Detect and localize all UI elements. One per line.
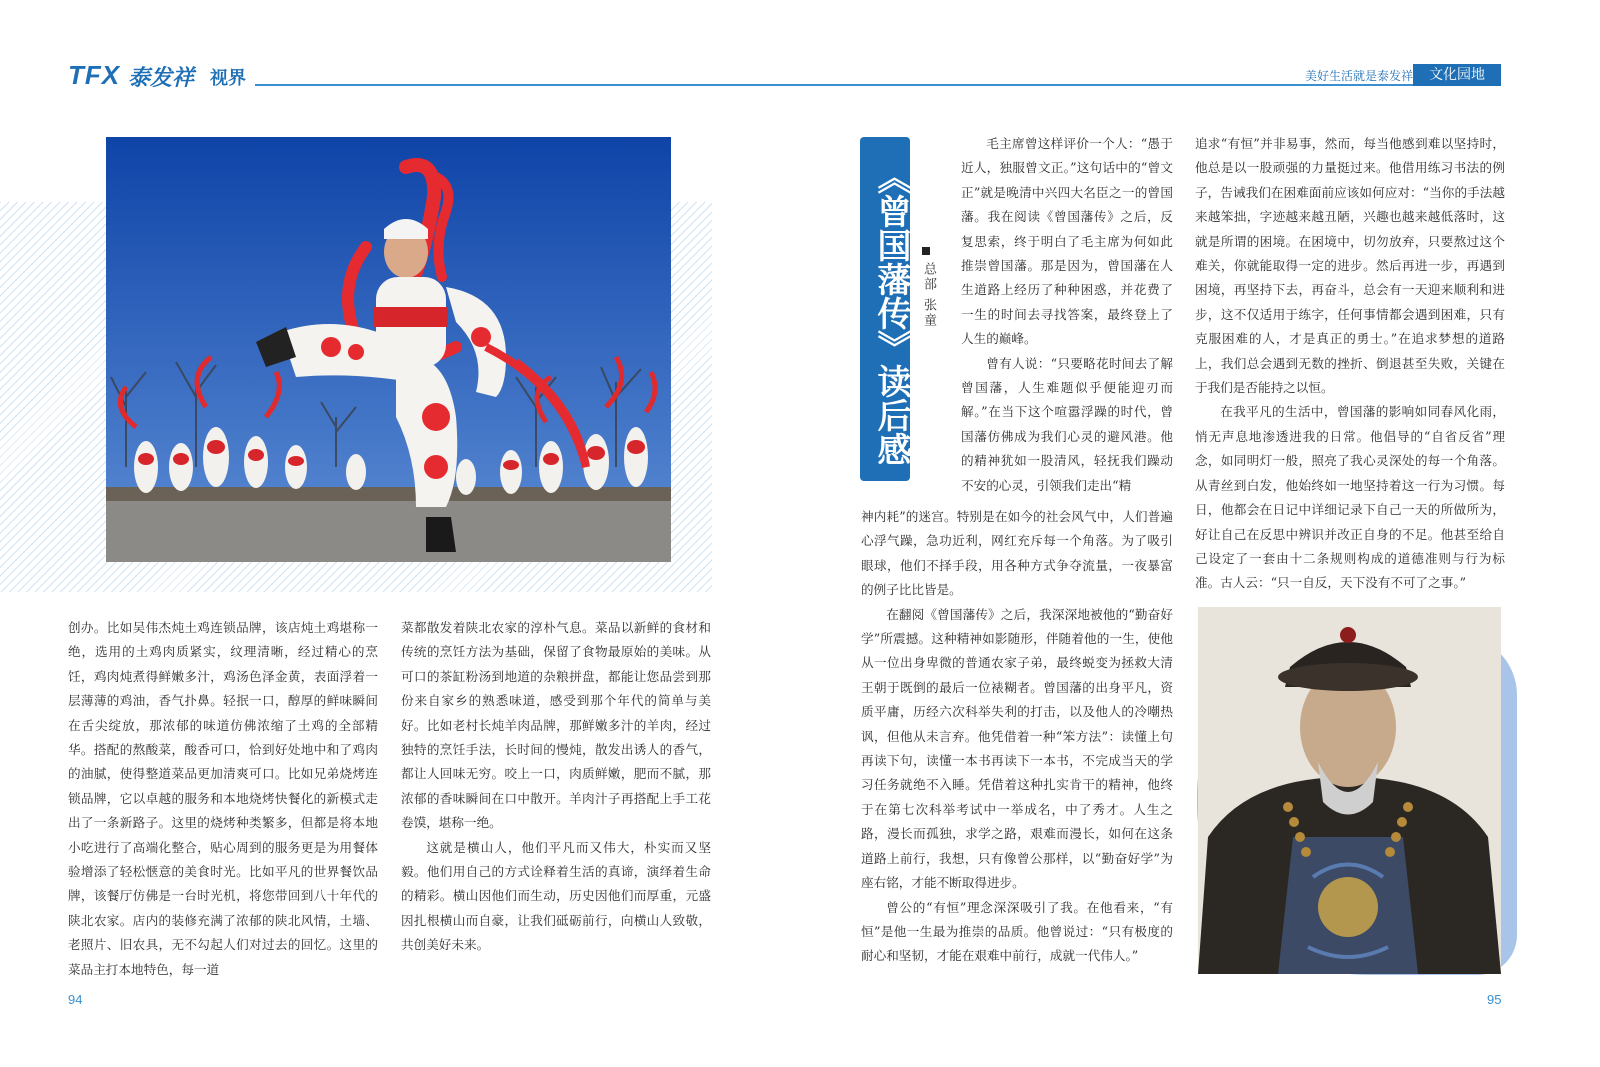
page-number-right: 95 bbox=[1487, 992, 1502, 1007]
paragraph: 毛主席曾这样评价一个人：“愚于近人，独服曾文正。”这句话中的“曾文正”就是晚清中兴四大名臣之一的曾国藩。我在阅读《曾国藩传》之后，反复思索，终于明白了毛主席为何如此推崇曾国藩。那是因为，曾国藩在人生道路上经历了种种困惑，并花费了一生的时间去寻找答案，最终登上了人生的巅峰。 bbox=[961, 136, 1173, 347]
article-column-1 bbox=[68, 616, 378, 982]
article-column-3 bbox=[961, 132, 1173, 498]
paragraph: 这就是横山人，他们平凡而又伟大，朴实而又坚毅。他们用自己的方式诠释着生活的真谛，演绎着生命的精彩。横山因他们而生动，历史因他们而厚重，元盛因扎根横山而自豪，让我们砥砺前行，向横山人致敬，共创美好未来。 bbox=[401, 839, 711, 953]
photo-folk-dancers bbox=[106, 137, 671, 562]
section-tag: 文化园地 bbox=[1413, 64, 1501, 86]
paragraph: 曾公的“有恒”理念深深吸引了我。在他看来，“有恒”是他一生最为推崇的品质。他曾说过：“只有极度的耐心和坚韧，才能在艰难中前行，成就一代伟人。” bbox=[861, 899, 1173, 964]
paragraph: 追求“有恒”并非易事，然而，每当他感到难以坚持时，他总是以一股顽强的力量挺过来。他借用练习书法的例子，告诫我们在困难面前应该如何应对：“当你的手法越来越笨拙，字迹越来越丑陋，兴趣也越来越低落时，这就是所谓的困境。在困境中，切勿放弃，只要熬过这个难关，你就能取得一定的进步。然后再进一步，再遇到困境，再坚持下去，再奋斗，总会有一天迎来顺利和进步，这不仅适用于练字，任何事情都会遇到困难，只有克服困难的人，才是真正的勇士。”在追求梦想的道路上，我们总会遇到无数的挫折、倒退甚至失败，关键在于我们是否能持之以恒。 bbox=[1195, 136, 1505, 396]
brand-logo-subtitle: 视界 bbox=[210, 68, 246, 89]
brand-logo-name: 泰发祥 bbox=[128, 66, 195, 91]
article-author: 总部 张童 bbox=[921, 262, 936, 329]
author-marker-icon bbox=[922, 247, 930, 255]
article-title: 《曾国藩传》读后感 bbox=[871, 159, 911, 466]
paragraph: 在我平凡的生活中，曾国藩的影响如同春风化雨，悄无声息地渗透进我的日常。他倡导的“自省反省”理念，如同明灯一般，照亮了我心灵深处的每一个角落。从青丝到白发，他始终如一地坚持着这一行为习惯。每日，他都会在日记中详细记录下自己一天的所做所为，好让自己在反思中辨识并改正自身的不足。他甚至给自己设定了一套由十二条规则构成的道德准则与行为标准。古人云：“只一自反，天下没有不可了之事。” bbox=[1195, 404, 1505, 591]
paragraph: 曾有人说：“只要略花时间去了解曾国藩，人生难题似乎便能迎刃而解。”在当下这个喧嚣浮躁的时代，曾国藩仿佛成为我们心灵的避风港。他的精神犹如一股清风，轻抚我们躁动不安的心灵，引领我们走出“精 bbox=[961, 355, 1173, 493]
article-column-2 bbox=[401, 616, 711, 958]
header-slogan: 美好生活就是泰发祥 bbox=[1305, 69, 1414, 83]
article-column-5 bbox=[1195, 132, 1505, 596]
brand-logo-tfx: TFX bbox=[68, 60, 121, 90]
portrait-zeng-guofan bbox=[1198, 607, 1501, 974]
portrait-illustration bbox=[1198, 607, 1501, 974]
paragraph: 菜都散发着陕北农家的淳朴气息。菜品以新鲜的食材和传统的烹饪方法为基础，保留了食物最原始的美味。从可口的茶缸粉汤到地道的杂粮拼盘，都能让您品尝到那份来自家乡的熟悉味道，感受到那个年代的简单与美好。比如老村长炖羊肉品牌，那鲜嫩多汁的羊肉，经过独特的烹饪手法，长时间的慢炖，散发出诱人的香气，都让人回味无穷。咬上一口，肉质鲜嫩，肥而不腻，那浓郁的香味瞬间在口中散开。羊肉汁子再搭配上手工花卷馍，堪称一绝。 bbox=[401, 620, 711, 831]
dancer-illustration bbox=[106, 137, 671, 562]
paragraph: 神内耗”的迷宫。特别是在如今的社会风气中，人们普遍心浮气躁，急功近利，网红充斥每一个角落。为了吸引眼球，他们不择手段，用各种方式争夺流量，一夜暴富的例子比比皆是。 bbox=[861, 509, 1173, 598]
page-number-left: 94 bbox=[68, 992, 83, 1007]
header-rule bbox=[255, 84, 1415, 86]
paragraph: 创办。比如吴伟杰炖土鸡连锁品牌，该店炖土鸡堪称一绝，选用的土鸡肉质紧实，纹理清晰，经过精心的烹饪，鸡肉炖煮得鲜嫩多汁，鸡汤色泽金黄，表面浮着一层薄薄的鸡油，香气扑鼻。轻抿一口，醇厚的鲜味瞬间在舌尖绽放，那浓郁的味道仿佛浓缩了土鸡的全部精华。搭配的熬酸菜，酸香可口，恰到好处地中和了鸡肉的油腻，使得整道菜品更加清爽可口。比如兄弟烧烤连锁品牌，它以卓越的服务和本地烧烤快餐化的新模式走出了一条新路子。这里的烧烤种类繁多，但都是将本地小吃进行了高端化整合，贴心周到的服务更是为用餐体验增添了轻松惬意的美食时光。比如平凡的世界餐饮品牌，该餐厅仿佛是一台时光机，将您带回到八十年代的陕北农家。店内的装修充满了浓郁的陕北风情，土墙、老照片、旧农具，无不勾起人们对过去的回忆。这里的菜品主打本地特色，每一道 bbox=[68, 620, 378, 977]
paragraph: 在翻阅《曾国藩传》之后，我深深地被他的“勤奋好学”所震撼。这种精神如影随形，伴随着他的一生，使他从一位出身卑微的普通农家子弟，最终蜕变为拯救大清王朝于既倒的最后一位裱糊者。曾国藩的出身平凡，资质平庸，历经六次科举失利的打击，以及他人的冷嘲热讽，但他从未言弃。他凭借着一种“笨方法”：读懂上句再读下句，读懂一本书再读下一本书，不完成当天的学习任务就绝不入睡。凭借着这种扎实肯干的精神，他终于在第七次科举考试中一举成名，中了秀才。人生之路，漫长而孤独，求学之路，艰难而漫长，如何在这条道路上前行，我想，只有像曾公那样，以“勤奋好学”为座右铭，才能不断取得进步。 bbox=[861, 606, 1173, 891]
article-column-4 bbox=[861, 505, 1173, 969]
